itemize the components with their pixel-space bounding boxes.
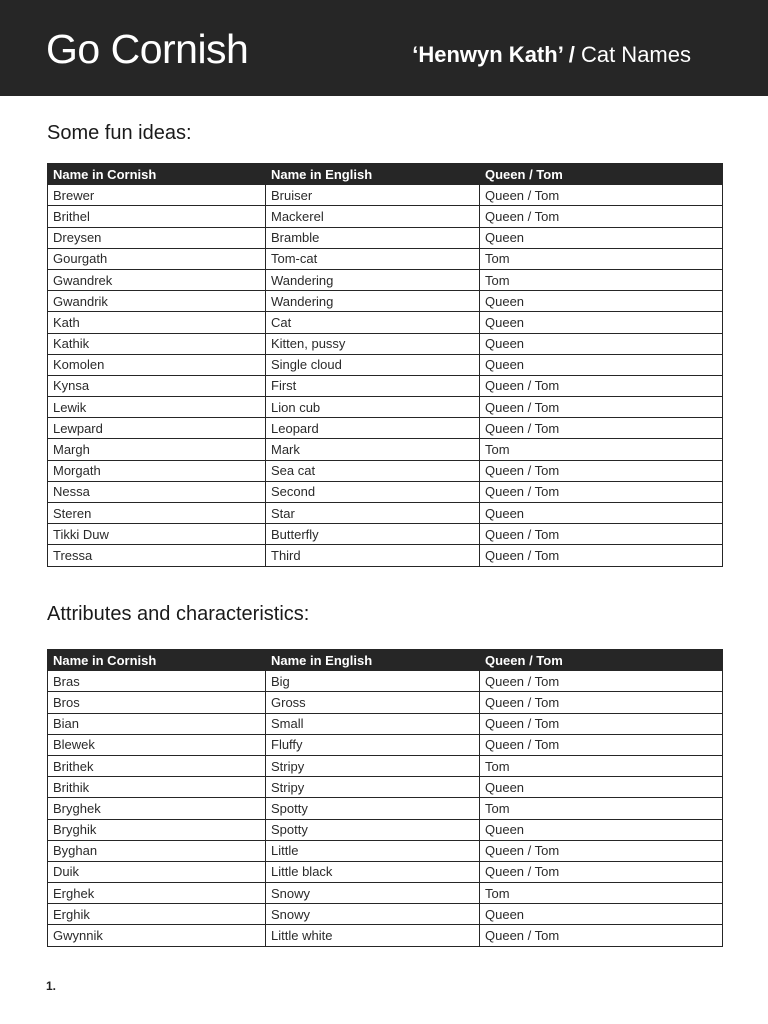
table-row [48,925,723,946]
cornish-name-cell: Bryghek [48,798,266,819]
gender-cell: Queen [480,354,723,375]
fun-ideas-rows [48,185,723,566]
cornish-name-cell: Gourgath [48,248,266,269]
english-name-cell: Kitten, pussy [266,333,480,354]
table-row [48,861,723,882]
english-name-cell: Star [266,503,480,524]
table-row [48,734,723,755]
table-row [48,227,723,248]
gender-cell: Tom [480,798,723,819]
gender-cell: Queen [480,312,723,333]
gender-cell: Queen / Tom [480,397,723,418]
cornish-name-cell: Bras [48,671,266,692]
cornish-name-cell: Gwynnik [48,925,266,946]
english-name-cell: Cat [266,312,480,333]
english-name-cell: Lion cub [266,397,480,418]
gender-cell: Queen / Tom [480,692,723,713]
gender-cell: Queen / Tom [480,713,723,734]
english-name-cell: Spotty [266,819,480,840]
cornish-name-cell: Bian [48,713,266,734]
gender-cell: Queen / Tom [480,545,723,566]
column-header-cornish: Name in Cornish [48,164,266,185]
table-row [48,248,723,269]
english-name-cell: Spotty [266,798,480,819]
gender-cell: Queen [480,777,723,798]
table-row [48,312,723,333]
table-row [48,545,723,566]
page-number: 1. [46,979,57,993]
english-name-cell: Mark [266,439,480,460]
cornish-name-cell: Kathik [48,333,266,354]
cornish-name-cell: Duik [48,861,266,882]
gender-cell: Queen [480,904,723,925]
gender-cell: Queen / Tom [480,460,723,481]
gender-cell: Queen [480,333,723,354]
document-title [412,42,691,68]
cornish-name-cell: Brithik [48,777,266,798]
gender-cell: Queen / Tom [480,925,723,946]
table-row [48,524,723,545]
column-header-gender: Queen / Tom [480,164,723,185]
gender-cell: Tom [480,755,723,776]
english-name-cell: Single cloud [266,354,480,375]
cornish-name-cell: Komolen [48,354,266,375]
table-row [48,819,723,840]
table-header-row [48,164,723,185]
gender-cell: Queen / Tom [480,481,723,502]
gender-cell: Tom [480,883,723,904]
table-row [48,206,723,227]
cornish-name-cell: Lewpard [48,418,266,439]
english-name-cell: Bruiser [266,185,480,206]
english-name-cell: Small [266,713,480,734]
english-name-cell: Stripy [266,777,480,798]
gender-cell: Queen [480,291,723,312]
table-row [48,291,723,312]
english-name-cell: Little black [266,861,480,882]
document-title-english: Cat Names [580,42,691,67]
table-row [48,904,723,925]
cornish-name-cell: Kynsa [48,375,266,396]
gender-cell: Queen / Tom [480,671,723,692]
cornish-name-cell: Dreysen [48,227,266,248]
section-title-attributes: Attributes and characteristics: [47,603,310,625]
table-row [48,798,723,819]
cornish-name-cell: Brewer [48,185,266,206]
cornish-name-cell: Morgath [48,460,266,481]
page-header [0,0,768,96]
english-name-cell: Fluffy [266,734,480,755]
english-name-cell: Sea cat [266,460,480,481]
english-name-cell: Bramble [266,227,480,248]
cornish-name-cell: Nessa [48,481,266,502]
cornish-name-cell: Erghik [48,904,266,925]
brand-logo: Go Cornish [46,26,249,72]
english-name-cell: Gross [266,692,480,713]
table-row [48,503,723,524]
cornish-name-cell: Steren [48,503,266,524]
gender-cell: Queen / Tom [480,418,723,439]
english-name-cell: Wandering [266,291,480,312]
table-row [48,375,723,396]
column-header-cornish: Name in Cornish [48,650,266,671]
english-name-cell: Snowy [266,883,480,904]
table-row [48,354,723,375]
fun-ideas-table [47,163,723,567]
gender-cell: Queen / Tom [480,375,723,396]
gender-cell: Tom [480,269,723,290]
gender-cell: Tom [480,248,723,269]
table-row [48,418,723,439]
gender-cell: Queen / Tom [480,206,723,227]
cornish-name-cell: Gwandrek [48,269,266,290]
table-row [48,692,723,713]
gender-cell: Queen [480,503,723,524]
english-name-cell: Stripy [266,755,480,776]
cornish-name-cell: Erghek [48,883,266,904]
table-row [48,269,723,290]
english-name-cell: Butterfly [266,524,480,545]
english-name-cell: Mackerel [266,206,480,227]
english-name-cell: Third [266,545,480,566]
cornish-name-cell: Bryghik [48,819,266,840]
document-title-cornish: ‘Henwyn Kath’ / [412,42,575,67]
english-name-cell: Tom-cat [266,248,480,269]
english-name-cell: Snowy [266,904,480,925]
cornish-name-cell: Brithel [48,206,266,227]
attributes-table [47,649,723,947]
table-row [48,777,723,798]
gender-cell: Queen / Tom [480,524,723,545]
table-row [48,713,723,734]
gender-cell: Tom [480,439,723,460]
gender-cell: Queen / Tom [480,734,723,755]
gender-cell: Queen [480,819,723,840]
cornish-name-cell: Brithek [48,755,266,776]
cornish-name-cell: Gwandrik [48,291,266,312]
gender-cell: Queen [480,227,723,248]
cornish-name-cell: Byghan [48,840,266,861]
english-name-cell: Little white [266,925,480,946]
section-title-fun-ideas: Some fun ideas: [47,122,192,144]
english-name-cell: Leopard [266,418,480,439]
english-name-cell: Second [266,481,480,502]
table-row [48,671,723,692]
column-header-english: Name in English [266,164,480,185]
table-row [48,883,723,904]
table-row [48,481,723,502]
gender-cell: Queen / Tom [480,861,723,882]
column-header-gender: Queen / Tom [480,650,723,671]
cornish-name-cell: Blewek [48,734,266,755]
table-row [48,460,723,481]
cornish-name-cell: Lewik [48,397,266,418]
cornish-name-cell: Kath [48,312,266,333]
gender-cell: Queen / Tom [480,185,723,206]
english-name-cell: First [266,375,480,396]
english-name-cell: Big [266,671,480,692]
cornish-name-cell: Tikki Duw [48,524,266,545]
cornish-name-cell: Bros [48,692,266,713]
table-row [48,333,723,354]
table-row [48,397,723,418]
english-name-cell: Wandering [266,269,480,290]
table-header-row [48,650,723,671]
table-row [48,185,723,206]
cornish-name-cell: Margh [48,439,266,460]
table-row [48,755,723,776]
attributes-rows [48,671,723,946]
cornish-name-cell: Tressa [48,545,266,566]
table-row [48,840,723,861]
table-row [48,439,723,460]
english-name-cell: Little [266,840,480,861]
gender-cell: Queen / Tom [480,840,723,861]
column-header-english: Name in English [266,650,480,671]
